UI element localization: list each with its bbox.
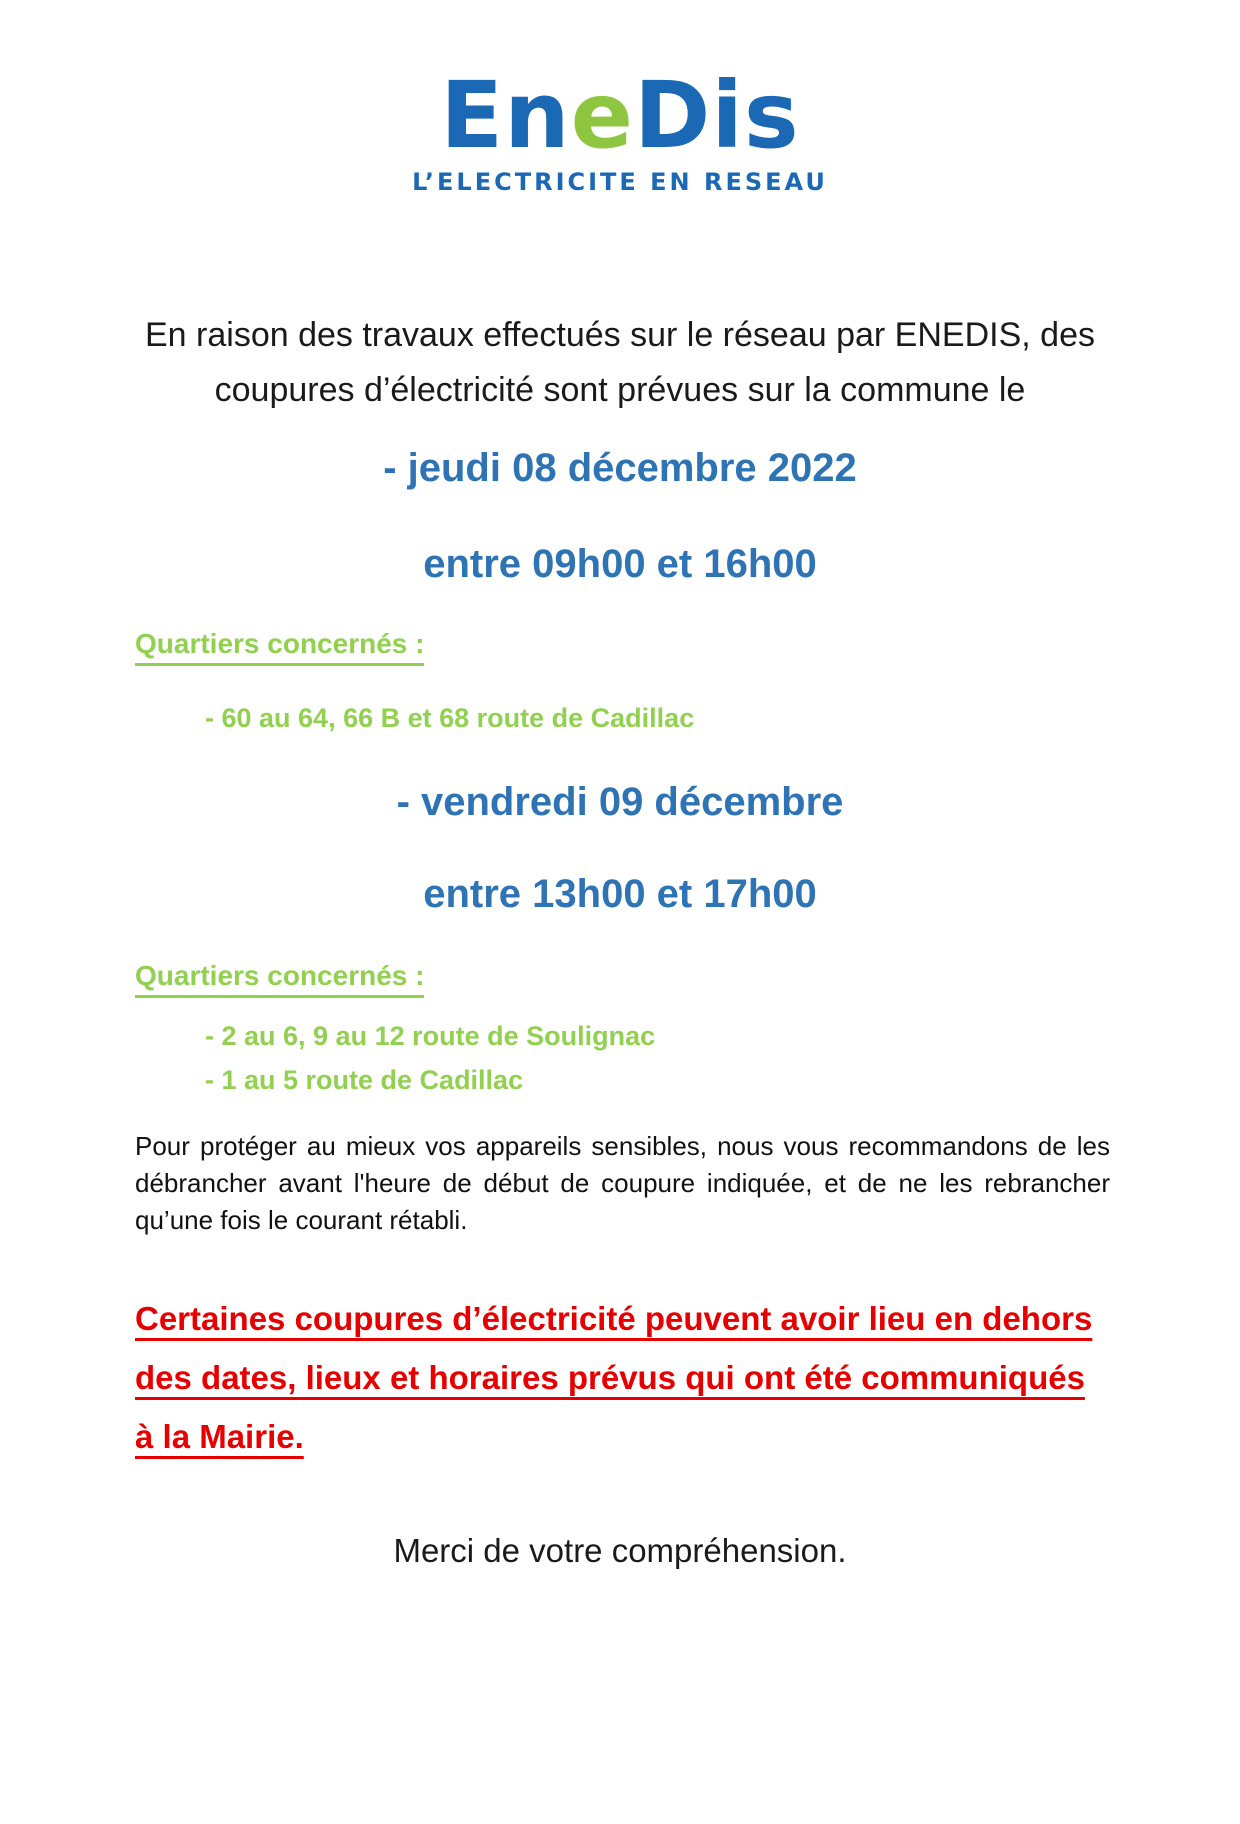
- outage-2-date-heading: - vendredi 09 décembre: [396, 780, 844, 824]
- enedis-logo: [135, 62, 1105, 196]
- outage-2-quartiers-label-text: Quartiers concernés :: [135, 960, 424, 998]
- outage-2-street-list: [135, 1014, 1105, 1102]
- street-item: - 1 au 5 route de Cadillac: [205, 1065, 524, 1095]
- outage-1-quartiers-label-text: Quartiers concernés :: [135, 628, 424, 666]
- advice-paragraph: Pour protéger au mieux vos appareils sensibles, nous vous recommandons de les débrancher avant l'heure de début de coupure indiquée, et de ne les rebrancher qu’une fois le courant rétabli.: [135, 1131, 1110, 1235]
- logo-text-green-e: e: [570, 62, 635, 169]
- outage-2-time-heading: entre 13h00 et 17h00: [423, 872, 817, 916]
- logo-text-en: En: [440, 62, 571, 169]
- intro-paragraph: En raison des travaux effectués sur le réseau par ENEDIS, des coupures d’électricité sont prévues sur la commune le: [145, 316, 1095, 409]
- notice-page: [0, 62, 1240, 1824]
- enedis-wordmark: [135, 62, 1105, 169]
- street-item: - 60 au 64, 66 B et 68 route de Cadillac: [205, 703, 695, 733]
- outage-1-quartiers-label: [135, 628, 1105, 666]
- outage-1-street-list: [135, 696, 1105, 740]
- closing-paragraph: Merci de votre compréhension.: [393, 1532, 847, 1569]
- logo-text-dis: Dis: [634, 62, 800, 169]
- outage-1-time-heading: entre 09h00 et 16h00: [423, 542, 817, 586]
- enedis-tagline: L’ELECTRICITE EN RESEAU: [412, 168, 828, 196]
- warning-paragraph: Certaines coupures d’électricité peuvent avoir lieu en dehors des dates, lieux et horaires prévus qui ont été communiqués à la Mairie.: [135, 1300, 1093, 1455]
- outage-1-date-heading: - jeudi 08 décembre 2022: [383, 446, 857, 490]
- street-item: - 2 au 6, 9 au 12 route de Soulignac: [205, 1021, 656, 1051]
- outage-2-quartiers-label: [135, 960, 1105, 998]
